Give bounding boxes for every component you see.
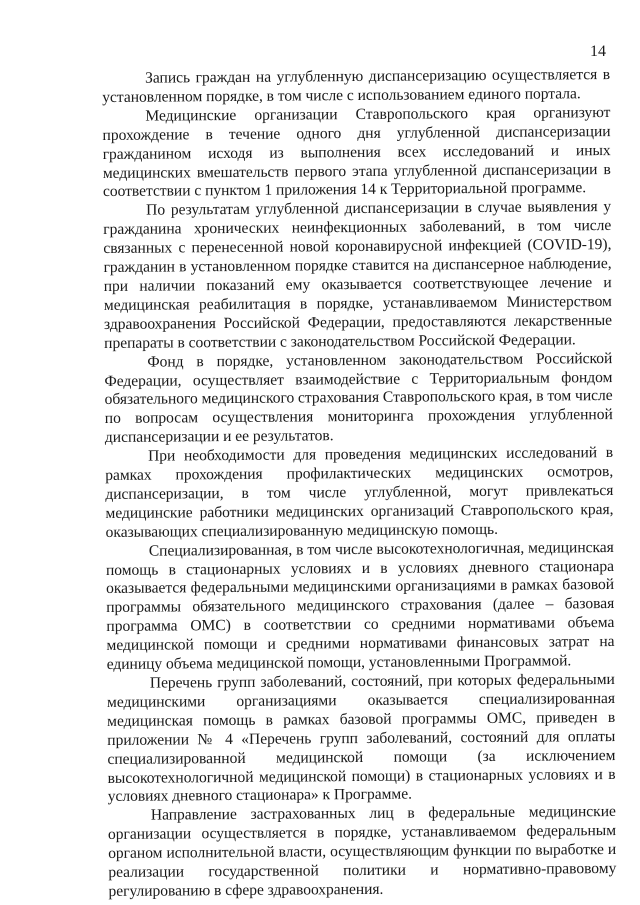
paragraph-one-day-examination: Медицинские организации Ставропольского края организуют прохождение в течение одного дня углубленной диспансеризации гражданином исходя из выполнения всех исследований и иных медицинских вмешательств первого этапа углубленной диспансеризации в соответствии с пунктом 1 приложения 14 к Территориальной программе. (102, 103, 611, 201)
page-number: 14 (590, 43, 606, 60)
paragraph-specialized-care: Специализированная, в том числе высокотехнологичная, медицинская помощь в стационарных условиях и в условиях дневного стационара оказывается федеральными медицинскими организациями в рамках базовой программы обязательного медицинского страхования (далее – базовая программа ОМС) в соответствии со средними нормативами объема медицинской помощи и средними нормативами финансовых затрат на единицу объема медицинской помощи, установленными Программой. (105, 538, 615, 674)
paragraph-medical-workers: При необходимости для проведения медицинских исследований в рамках прохождения профилактических медицинских осмотров, диспансеризации, в том числе углубленной, могут привлекаться медицинские работники медицинских организаций Ставропольского края, оказывающих специализированную медицинскую помощь. (105, 444, 614, 541)
paragraph-referral: Направление застрахованных лиц в федеральные медицинские организации осуществляется в порядке, устанавливаемом федеральным органом исполнительной власти, осуществляющим функции по выработке и реализации государственной политики и нормативно-правовому регулированию в сфере здравоохранения. (107, 803, 617, 900)
paragraph-fund-interaction: Фонд в порядке, установленном законодательством Российской Федерации, осуществляет взаимодействие с Территориальным фондом обязательного медицинского страхования Ставропольского края, в том числе по вопросам осуществления мониторинга прохождения углубленной диспансеризации и ее результатов. (104, 349, 613, 447)
paragraph-results-follow-up: По результатам углубленной диспансеризации в случае выявления у гражданина хронических неинфекционных заболеваний, в том числе связанных с перенесенной новой коронавирусной инфекцией (COVID-19), гражданин в установленном порядке ставится на диспансерное наблюдение, при наличии показаний ему оказывается соответствующее лечение и медицинская реабилитация в порядке, устанавливаемом Министерством здравоохранения Российской Федерации, предоставляются лекарственные препараты в соответствии с законодательством Российской Федерации. (103, 198, 613, 352)
document-body (102, 66, 617, 902)
paragraph-registration: Запись граждан на углубленную диспансеризацию осуществляется в установленном порядке, в том числе с использованием единого портала. (102, 66, 611, 106)
paragraph-disease-list: Перечень групп заболеваний, состояний, при которых федеральными медицинскими организациями оказывается специализированная медицинская помощь в рамках базовой программы ОМС, приведен в приложении № 4 «Перечень групп заболеваний, состояний для оплаты специализированной медицинской помощи (за исключением высокотехнологичной медицинской помощи) в стационарных условиях и в условиях дневного стационара» к Программе. (106, 670, 616, 806)
